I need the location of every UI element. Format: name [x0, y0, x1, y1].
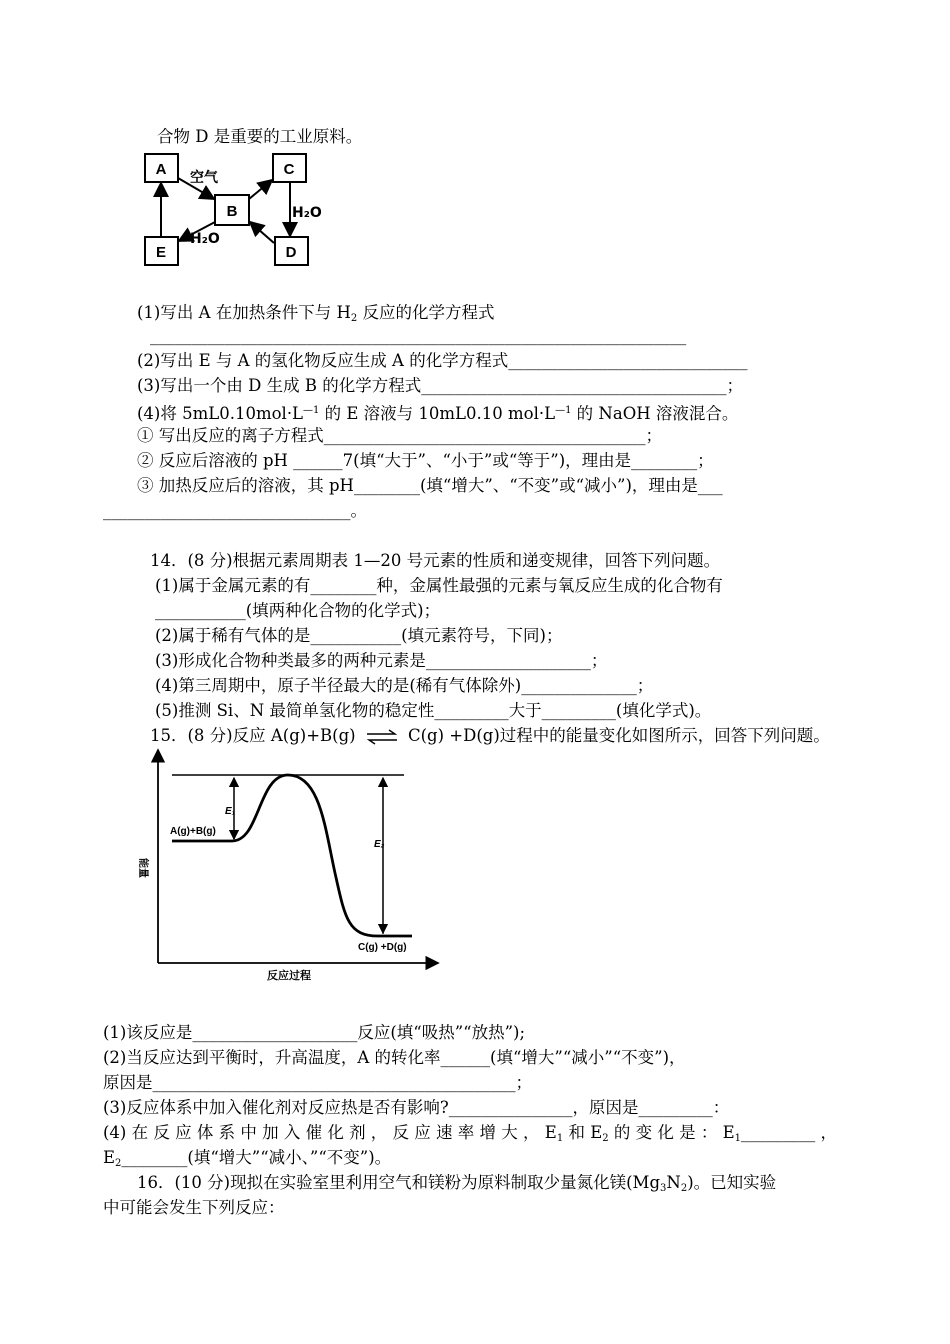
arrow-d-b: [250, 222, 274, 243]
q14-part1b: ___________(填两种化合物的化学式)；: [155, 601, 441, 620]
label-b: B: [226, 203, 238, 220]
q14-part3: (3)形成化合物种类最多的两种元素是____________________；: [155, 651, 608, 670]
reactants-label: A(g)+B(g): [170, 826, 216, 837]
q15-part3: (3)反应体系中加入催化剂对反应热是否有影响?_______________，原因是_________：: [103, 1098, 730, 1117]
q15-part4: (4) 在 反 应 体 系 中 加 入 催 化 剂 ， 反 应 速 率 增 大 ， $E_1$ 和 $E_2$ 的 变 化 是 ： $E_1\_\_\_\_\_\_\_\_\_$ ，: [103, 1123, 838, 1144]
arrow-b-c: [249, 180, 272, 199]
y-axis-label: 能量: [137, 858, 148, 878]
equilibrium-arrow-icon: [365, 729, 399, 745]
label-d: D: [285, 244, 297, 261]
intro-text: 合物 D 是重要的工业原料。: [157, 127, 363, 146]
label-c: C: [283, 161, 295, 178]
q13-part2: (2)写出 E 与 A 的氢化物反应生成 A 的化学方程式_____________________________: [137, 351, 748, 370]
q15-stem-left: 15．(8 分)反应 A(g)+B(g): [150, 726, 356, 745]
conversion-diagram: [138, 148, 338, 273]
q15-part1: (1)该反应是____________________反应(填“吸热”“放热”);: [103, 1023, 526, 1042]
q13-part4-3b: ______________________________。: [103, 501, 367, 520]
e1-label: E₁: [225, 806, 236, 817]
q15-part4b: $E_2\_\_\_\_\_\_\_\_$(填“增大”“减小、”“不变”)。: [103, 1148, 392, 1169]
x-axis-label: 反应过程: [267, 969, 311, 982]
q13-part4-1: ① 写出反应的离子方程式_______________________________________；: [137, 426, 662, 445]
q14-part2: (2)属于稀有气体的是___________(填元素符号，下同)；: [155, 626, 563, 645]
products-label: C(g) +D(g): [358, 942, 407, 953]
q13-part1: (1)写出 A 在加热条件下与 $H_2$ 反应的化学方程式: [137, 303, 495, 324]
q13-part4-2: ② 反应后溶液的 pH ______7(填“大于”、“小于”或“等于”)，理由是________；: [137, 451, 714, 470]
q14-part5: (5)推测 Si、N 最简单氢化物的稳定性_________大于_________(填化学式)。: [155, 701, 712, 720]
q14-part4: (4)第三周期中，原子半径最大的是(稀有气体除外)______________；: [155, 676, 654, 695]
q13-part1-blank: _________________________________________________________________: [150, 326, 687, 345]
q14-stem: 14．(8 分)根据元素周期表 1—20 号元素的性质和递变规律，回答下列问题。: [150, 551, 721, 570]
e2-label: E₂: [374, 839, 385, 850]
q15-stem-right: C(g) +D(g)过程中的能量变化如图所示，回答下列问题。: [408, 726, 830, 745]
label-a: A: [155, 161, 167, 178]
label-e: E: [155, 244, 167, 261]
q13-part4: (4)将 $5mL0.10mol\cdot L^{—1}$ 的 E 溶液与 10mL0.10 $mol\cdot L^{—1}$ 的 NaOH 溶液混合。: [137, 404, 739, 423]
q13-part3: (3)写出一个由 D 生成 B 的化学方程式_____________________________________；: [137, 376, 743, 395]
energy-curve: [172, 775, 412, 936]
q16-stem: 16．(10 分)现拟在实验室里利用空气和镁粉为原料制取少量氮化镁$(Mg_3N_2)$。已知实验: [137, 1173, 777, 1194]
q15-part2: (2)当反应达到平衡时，升高温度，A 的转化率______(填“增大”“减小”“不变”)，: [103, 1048, 686, 1067]
label-air: 空气: [190, 170, 218, 186]
q15-part2b: 原因是____________________________________________；: [103, 1073, 532, 1092]
q16-stem-2: 中可能会发生下列反应：: [103, 1198, 285, 1217]
q13-part4-3: ③ 加热反应后的溶液，其 pH________(填“增大”、“不变”或“减小”)，理由是___: [137, 476, 723, 495]
energy-profile-chart: [137, 748, 450, 988]
label-h2o-bottom: H₂O: [190, 231, 220, 247]
label-h2o-right: H₂O: [292, 205, 322, 221]
q14-part1: (1)属于金属元素的有________种，金属性最强的元素与氧反应生成的化合物有: [155, 576, 723, 595]
